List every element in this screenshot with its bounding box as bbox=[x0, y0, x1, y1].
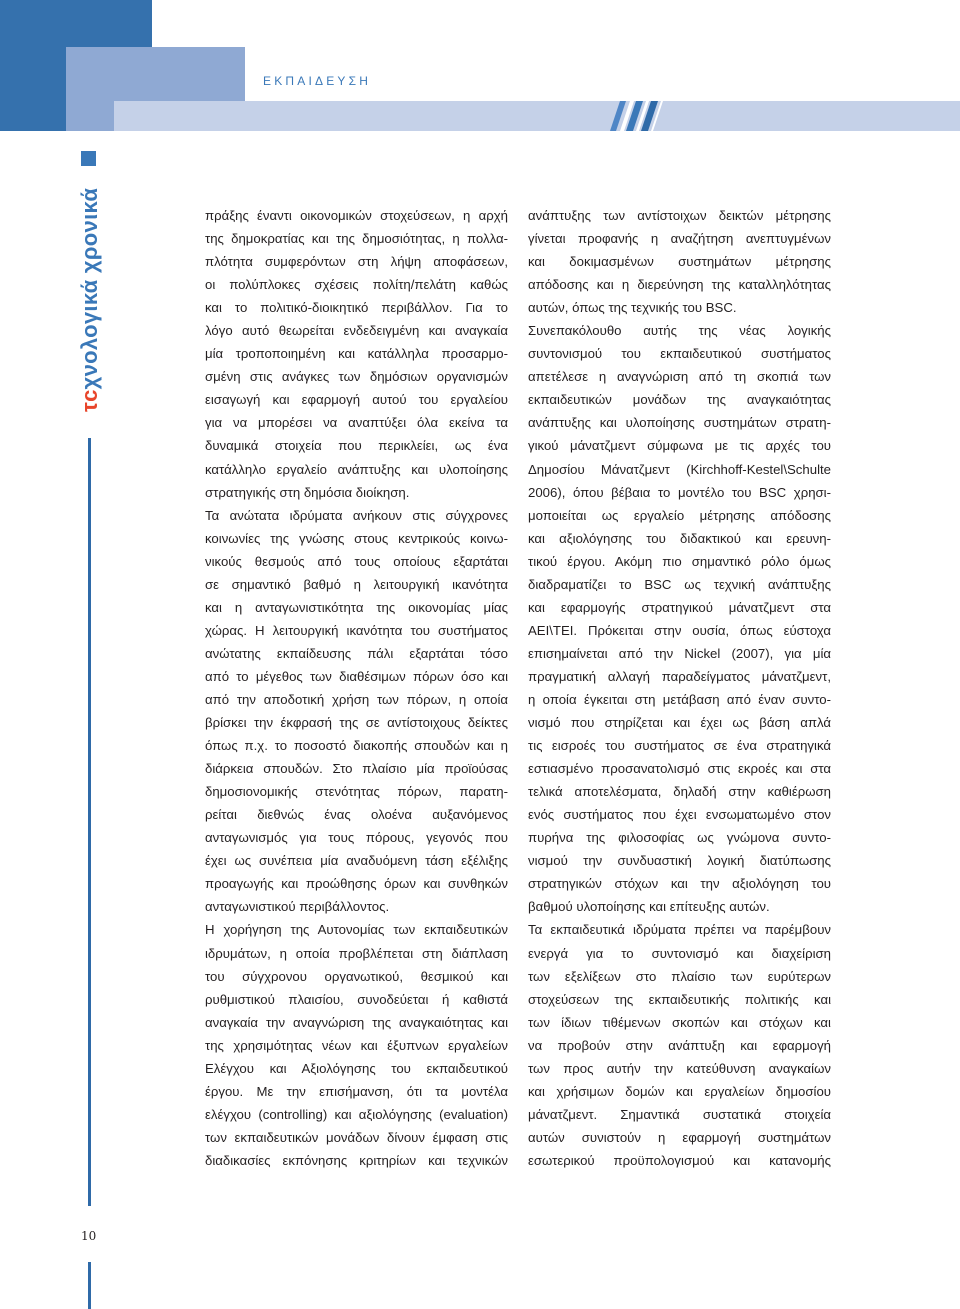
text-line: γίνεται προφανής η αναζήτηση ανεπτυγμένων bbox=[528, 231, 831, 247]
text-line: απετέλεσε η αναγνώριση από τη σκοπιά των bbox=[528, 369, 831, 385]
text-column-left bbox=[205, 204, 508, 1172]
text-line: Η χορήγηση της Αυτονομίας των εκπαιδευτικών bbox=[205, 922, 508, 938]
text-line: ανταγωνισμός για τους πόρους, γεγονός που bbox=[205, 830, 508, 846]
text-line: των εκπαιδευτικών μονάδων δίνουν έμφαση στις bbox=[205, 1129, 508, 1145]
text-line: βαθμού υλοποίησης και επίτευξης αυτών. bbox=[528, 899, 770, 915]
header-light-band-left bbox=[114, 101, 245, 131]
text-line: χώρας. Η λειτουργική ικανότητα του συστήματος bbox=[205, 622, 508, 638]
text-line: δημοσιονομικής στενότητας πόρων, παρατη- bbox=[205, 784, 508, 800]
text-line: της χρησιμότητας νέων και έξυπνων εργαλείων bbox=[205, 1037, 508, 1053]
text-line: και χρήσιμων δομών και εργαλείων δημοσίου bbox=[528, 1083, 831, 1099]
text-line: Τα ανώτατα ιδρύματα ανήκουν στις σύγχρονες bbox=[205, 507, 508, 523]
side-vertical-rule bbox=[88, 438, 91, 1206]
text-line: Δημοσίου Μάνατζμεντ (Kirchhoff-Kestel\Schulte bbox=[528, 461, 831, 477]
side-title-rest: χνολογικά χρονικά bbox=[77, 187, 102, 390]
text-line: λόγο αυτό θεωρείται ενδεδειγμένη και αναγκαία bbox=[205, 323, 508, 339]
text-line: ενός συστήματος που έχει ενσωματωμένο στον bbox=[528, 807, 831, 823]
text-line: σμένη στις ανάγκες των δημόσιων οργανισμών bbox=[205, 369, 508, 385]
text-line: διαδικασίες εκπόνησης κριτηρίων και τεχνικών bbox=[205, 1152, 508, 1168]
text-line: η οποία έγκειται στη μετάβαση από έναν συντο- bbox=[528, 691, 831, 707]
text-line: οι πολύπλοκες σχέσεις πολίτη/πελάτη καθώς bbox=[205, 277, 508, 293]
text-line: προαγωγής και προώθησης όρων και συνθηκών bbox=[205, 876, 508, 892]
side-title-prefix: τc bbox=[77, 389, 102, 412]
text-line: μάνατζμεντ. Σημαντικά συστατικά στοιχεία bbox=[528, 1106, 831, 1122]
text-line: ανώτατης εκπαίδευσης πάλι εξαρτάται τόσο bbox=[205, 645, 508, 661]
side-square-marker bbox=[81, 151, 96, 166]
text-line: του σύγχρονου οργανωτικού, θεσμικού και bbox=[205, 968, 508, 984]
text-line: κοινωνίες της γνώσης στους κεντρικούς κοινω- bbox=[205, 530, 508, 546]
text-line: κατάλληλο εργαλείο ανάπτυξης και υλοποίησης bbox=[205, 461, 508, 477]
text-line: νισμό που στηρίζεται και έχει ως βάση απλά bbox=[528, 715, 831, 731]
page-number: 10 bbox=[81, 1229, 97, 1243]
side-vertical-rule-bottom bbox=[88, 1262, 91, 1309]
text-line: από την αποδοτική χρήση των πόρων, η οποία bbox=[205, 691, 508, 707]
text-line: στρατηγικών στόχων και την αξιολόγηση του bbox=[528, 876, 831, 892]
text-line: και η ανταγωνιστικότητα της οικονομίας μίας bbox=[205, 599, 508, 615]
side-vertical-title bbox=[77, 188, 103, 412]
text-line: τις εισροές του συστήματος σε ένα στρατηγικά bbox=[528, 738, 831, 754]
text-line: δυναμικά στοιχεία που περικλείει, ως ένα bbox=[205, 438, 508, 454]
text-line: σε σημαντικό βαθμό η λειτουργική ικανότητα bbox=[205, 576, 508, 592]
text-line: Τα εκπαιδευτικά ιδρύματα πρέπει να παρέμβουν bbox=[528, 922, 831, 938]
text-line: επισημαίνεται από την Nickel (2007), για μία bbox=[528, 645, 831, 661]
text-line: πλότητα συμφερόντων στη λήψη αποφάσεων, bbox=[205, 254, 508, 270]
text-line: και αξιολόγησης του διδακτικού και ερευνη- bbox=[528, 530, 831, 546]
text-line: και το πολιτικό-διοικητικό περιβάλλον. Για το bbox=[205, 300, 508, 316]
header-stripes-decoration bbox=[596, 101, 676, 131]
text-column-right bbox=[528, 204, 831, 1172]
text-line: και δοκιμασμένων συστημάτων μέτρησης bbox=[528, 254, 831, 270]
text-line: 2006), όπου βέβαια το μοντέλο του BSC χρησι- bbox=[528, 484, 831, 500]
text-line: διάρκεια σπουδών. Στο πλαίσιο μία προϊούσας bbox=[205, 761, 508, 777]
text-line: και εφαρμογής στρατηγικού μάνατζμεντ στα bbox=[528, 599, 831, 615]
text-line: της δημοκρατίας και της δημοσιότητας, η πολλα- bbox=[205, 231, 508, 247]
text-line: μοποιείται ως εργαλείο μέτρησης απόδοσης bbox=[528, 507, 831, 523]
text-line: από το μέγεθος των διαθέσιμων πόρων όσο και bbox=[205, 668, 508, 684]
text-line: των προς αυτήν την κατεύθυνση αναγκαίων bbox=[528, 1060, 831, 1076]
text-line: διαδραματίζει το BSC ως τεχνική ανάπτυξης bbox=[528, 576, 831, 592]
text-line: ρυθμιστικού πλαισίου, συνοδεύεται ή καθιστά bbox=[205, 991, 508, 1007]
text-line: αυτών συνιστούν η εφαρμογή συστημάτων bbox=[528, 1129, 831, 1145]
text-line: τικού έργου. Ακόμη πιο σημαντικό ρόλο όμως bbox=[528, 553, 831, 569]
text-line: εσωτερικού προϋπολογισμού και κατανομής bbox=[528, 1152, 831, 1168]
text-line: ενεργά για το συντονισμό και διαχείριση bbox=[528, 945, 831, 961]
text-line: ανταγωνιστικού περιβάλλοντος. bbox=[205, 899, 390, 915]
text-line: ανάπτυξης και υλοποίησης συστημάτων στρατη- bbox=[528, 415, 831, 431]
text-line: αναγκαία την αναγνώριση της αναγκαιότητας και bbox=[205, 1014, 508, 1030]
text-line: των εξελίξεων στο πλαίσιο των ευρύτερων bbox=[528, 968, 831, 984]
text-line: έργου. Με την επισήμανση, ότι τα μοντέλα bbox=[205, 1083, 508, 1099]
text-line: ρείται διεθνώς ένας ολοένα αυξανόμενος bbox=[205, 807, 508, 823]
text-line: νισμού την συνδυαστική λογική διατύπωσης bbox=[528, 853, 831, 869]
text-line: όπως π.χ. το ποσοστό διακοπής σπουδών και η bbox=[205, 738, 508, 754]
text-line: εκπαιδευτικών μονάδων της αναγκαιότητας bbox=[528, 392, 831, 408]
text-line: εστιασμένο προσανατολισμό στις εκροές και στα bbox=[528, 761, 831, 777]
text-line: μία τροποποιημένη και κατάλληλα προσαρμο- bbox=[205, 346, 508, 362]
text-line: πυρήνα της φιλοσοφίας ως γνώμονα συντο- bbox=[528, 830, 831, 846]
text-line: έχει ως συνέπεια μία αναδυόμενη τάση εξέλιξης bbox=[205, 853, 508, 869]
text-line: στοχεύσεων της εκπαιδευτικής πολιτικής και bbox=[528, 991, 831, 1007]
text-line: εισαγωγή και εφαρμογή αυτού του εργαλείου bbox=[205, 392, 508, 408]
text-line: αυτών, όπως της τεχνικής του BSC. bbox=[528, 300, 737, 316]
section-label: ΕΚΠΑΙΔΕΥΣΗ bbox=[263, 74, 372, 88]
text-line: απόδοσης και η διερεύνηση της καταλληλότητας bbox=[528, 277, 831, 293]
text-line: γικού μάνατζμεντ σύμφωνα με τις αρχές του bbox=[528, 438, 831, 454]
text-line: των ίδιων τιθέμενων σκοπών και στόχων και bbox=[528, 1014, 831, 1030]
text-line: πράξης έναντι οικονομικών στοχεύσεων, η αρχή bbox=[205, 208, 508, 223]
text-line: Συνεπακόλουθο αυτής της νέας λογικής bbox=[528, 323, 831, 339]
text-line: Ελέγχου και Αξιολόγησης του εκπαιδευτικού bbox=[205, 1060, 508, 1076]
text-line: ΑΕΙ\ΤΕΙ. Πρόκειται στην ουσία, όπως εύστοχα bbox=[528, 622, 831, 638]
text-line: ελέγχου (controlling) και αξιολόγησης (evaluation) bbox=[205, 1106, 508, 1122]
text-line: βρίσκει την έκφρασή της σε αντίστοιχους δείκτες bbox=[205, 715, 508, 731]
text-line: ανάπτυξης των αντίστοιχων δεικτών μέτρησης bbox=[528, 208, 831, 223]
text-line: ιδρυμάτων, η οποία προβλέπεται στη διάπλαση bbox=[205, 945, 508, 961]
text-line: συντονισμού του εκπαιδευτικού συστήματος bbox=[528, 346, 831, 362]
text-line: να προβούν στην ανάπτυξη και εφαρμογή bbox=[528, 1037, 831, 1053]
text-line: τελικά αποτελέσματα, δηλαδή στην καθιέρωση bbox=[528, 784, 831, 800]
text-line: στρατηγικής στη δημόσια διοίκηση. bbox=[205, 484, 410, 500]
text-line: για να μπορέσει να αναπτύξει όλα εκείνα τα bbox=[205, 415, 508, 431]
text-line: νικούς θεσμούς από τους οποίους εξαρτάται bbox=[205, 553, 508, 569]
text-line: πραγματική αλλαγή παραδείγματος μάνατζμεντ, bbox=[528, 668, 831, 684]
